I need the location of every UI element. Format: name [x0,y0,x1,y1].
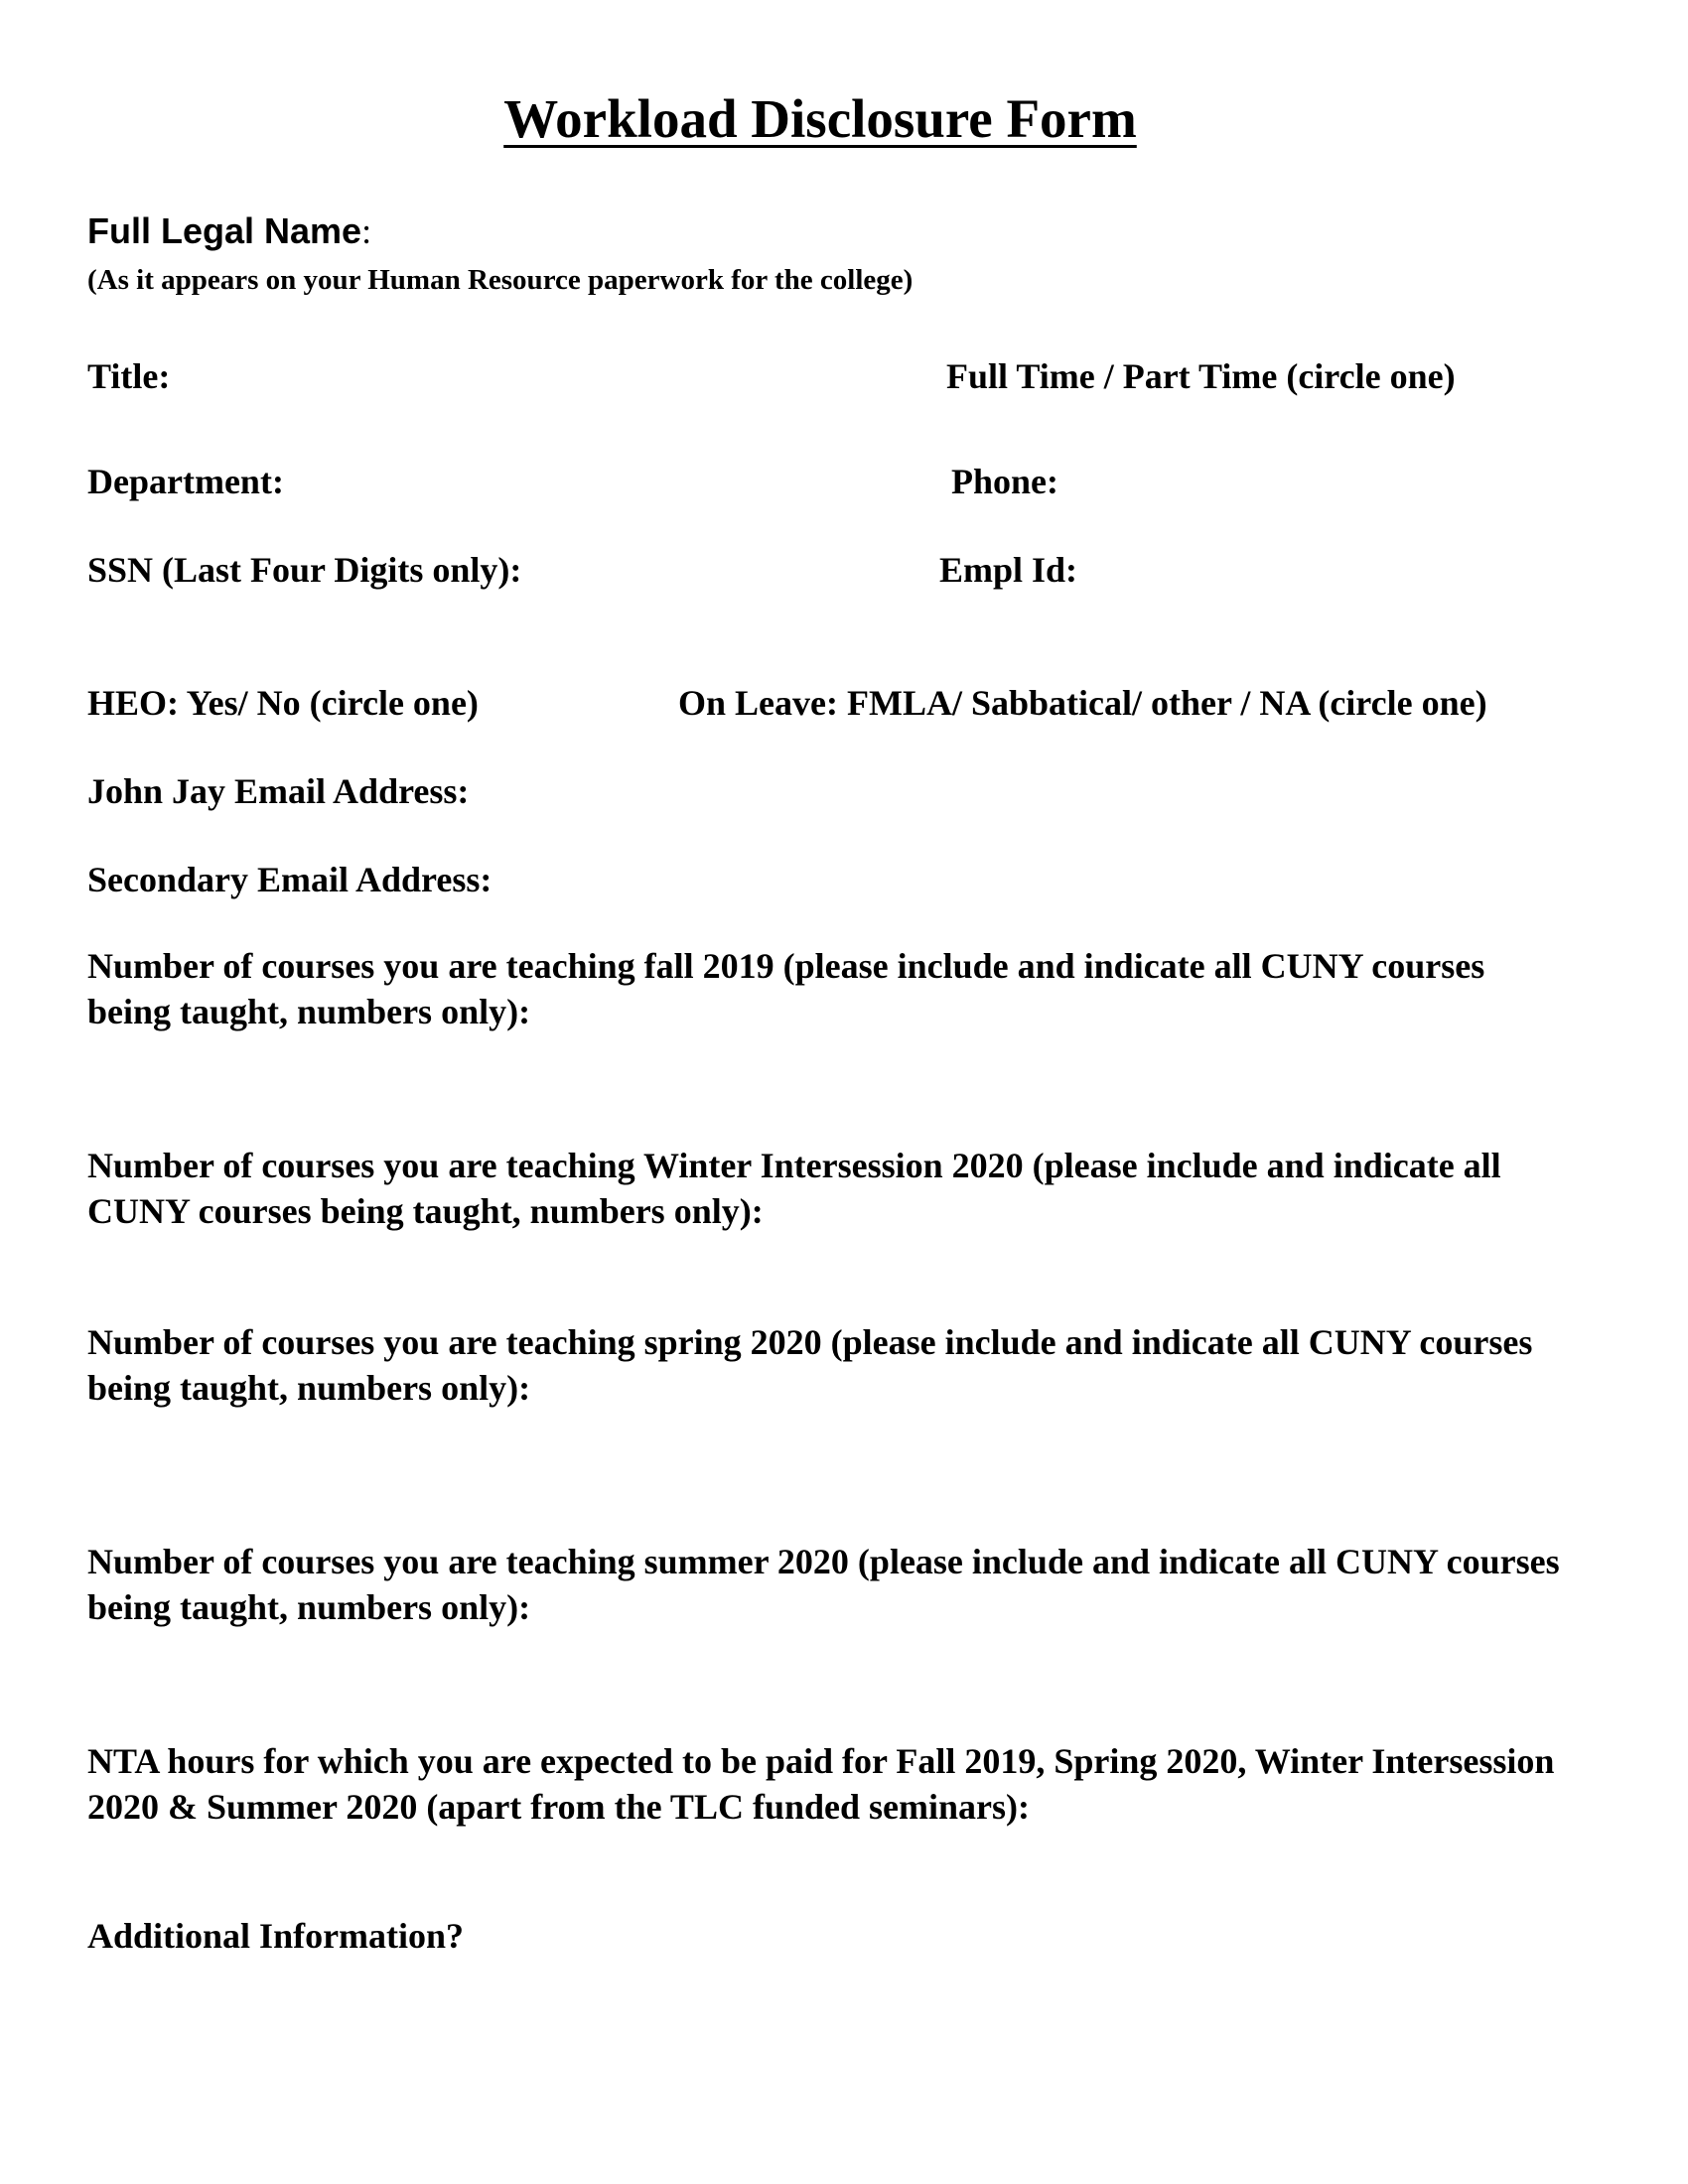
ssn-field-label: SSN (Last Four Digits only): [87,550,522,590]
fall-2019-courses-question: Number of courses you are teaching fall 2019 (please include and indicate all CUNY courses being taught, numbers only): [87,946,1485,1031]
full-legal-name-colon: : [361,211,372,251]
winter-2020-courses-question: Number of courses you are teaching Winter Intersession 2020 (please include and indicate all CUNY courses being taught, numbers only): [87,1146,1501,1231]
nta-hours-question: NTA hours for which you are expected to be paid for Fall 2019, Spring 2020, Winter Intersession 2020 & Summer 2020 (apart from the TLC funded seminars): [87,1741,1555,1827]
john-jay-email-field-label: John Jay Email Address: [87,771,470,811]
heo-choice: HEO: Yes/ No (circle one) [87,683,479,723]
on-leave-choice: On Leave: FMLA/ Sabbatical/ other / NA (circle one) [678,683,1487,723]
full-legal-name-label: Full Legal Name [87,210,362,251]
phone-field-label: Phone: [951,462,1058,501]
empl-id-field-label: Empl Id: [939,550,1078,590]
form-title: Workload Disclosure Form [503,88,1137,149]
full-legal-name-note: (As it appears on your Human Resource paperwork for the college) [87,264,914,296]
spring-2020-courses-question: Number of courses you are teaching spring 2020 (please include and indicate all CUNY courses being taught, numbers only): [87,1322,1533,1408]
full-legal-name-field [87,210,371,252]
additional-information-label: Additional Information? [87,1916,465,1956]
summer-2020-courses-question: Number of courses you are teaching summer 2020 (please include and indicate all CUNY courses being taught, numbers only): [87,1542,1560,1627]
title-field-label: Title: [87,356,171,396]
secondary-email-field-label: Secondary Email Address: [87,860,492,899]
employment-type-choice: Full Time / Part Time (circle one) [946,356,1456,396]
department-field-label: Department: [87,462,284,501]
